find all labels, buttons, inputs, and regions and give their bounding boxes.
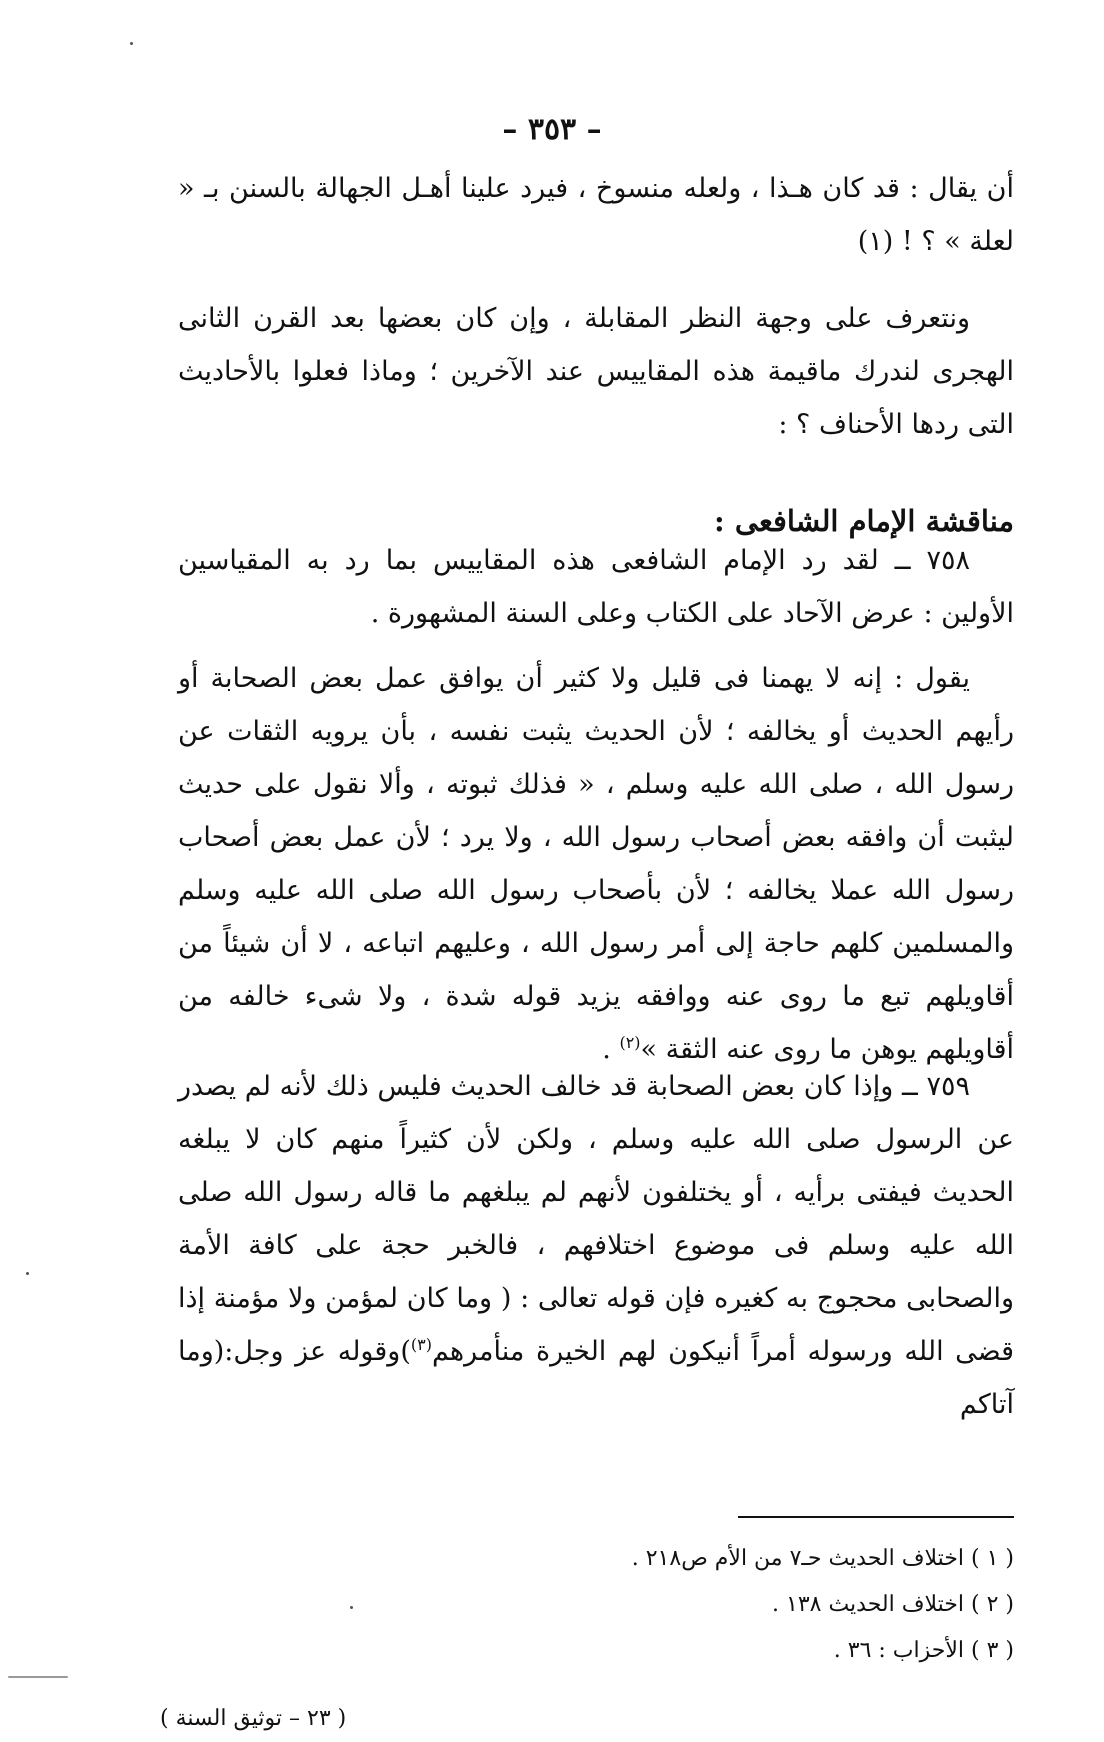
paragraph-758: ٧٥٨ ــ لقد رد الإمام الشافعى هذه المقاييس بما رد به المقياسين الأولين : عرض الآحاد على الكتاب وعلى السنة المشهورة . [178,545,1014,629]
paragraph-759-tail: )وقوله عز وجل:(وما آتاكم [178,1336,1014,1420]
scan-speck [130,42,133,45]
quote-text: يقول : إنه لا يهمنا فى قليل ولا كثير أن يوافق عمل بعض الصحابة أو رأيهم الحديث أو يخالفه ؛ لأن الحديث يثبت نفسه ، بأن يرويه الثقات عن رسول الله ، صلى الله عليه وسلم ، « فذلك ثبوته ، وألا نقول على حديث ليثبت أن وافقه بعض أصحاب رسول الله ، ولا يرد ؛ لأن عمل بعض أصحاب رسول الله عملا يخالفه ؛ لأن بأصحاب رسول الله صلى الله عليه وسلم والمسلمين كلهم حاجة إلى أمر رسول الله ، وعليهم اتباعه ، لا أن شيئاً من أقاويلهم تبع ما روى عنه ووافقه يزيد قوله شدة ، ولا شىء خالفه من أقاويلهم يوهن ما روى عنه الثقة » [178,663,1014,1065]
footnote-2: ( ٢ ) اختلاف الحديث ١٣٨ . [772,1592,1014,1617]
paragraph-transition: ونتعرف على وجهة النظر المقابلة ، وإن كان بعضها بعد القرن الثانى الهجرى لندرك ماقيمة هذه المقاييس عند الآخرين ؛ وماذا فعلوا بالأحاديث التى ردها الأحناف ؟ : [178,303,1014,440]
footnotes [254,1536,1014,1674]
footnote-3: ( ٣ ) الأحزاب : ٣٦ . [833,1638,1014,1663]
paragraph-continuation: أن يقال : قد كان هـذا ، ولعله منسوخ ، فيرد علينا أهـل الجهالة بالسنن بـ « لعلة » ؟ ! (١) [178,173,1014,257]
paragraph-shafii-quote [178,652,1014,1076]
page-number: – ٣٥٣ – [502,112,602,147]
footnote-divider [738,1516,1014,1518]
paragraph-759-text: ٧٥٩ ــ وإذا كان بعض الصحابة قد خالف الحديث فليس ذلك لأنه لم يصدر عن الرسول صلى الله عليه وسلم ، ولكن لأن كثيراً منهم كان لا يبلغه الحديث فيفتى برأيه ، أو يختلفون لأنهم لم يبلغهم ما قاله رسول الله صلى الله عليه وسلم فى موضوع اختلافهم ، فالخبر حجة على كافة الأمة والصحابى محجوج به كغيره فإن قوله تعالى : ( وما كان لمؤمن ولا مؤمنة إذا قضى الله ورسوله أمراً أنيكون لهم الخيرة منأمرهم [178,1071,1014,1367]
signature-mark: ( ٢٣ – توثيق السنة ) [160,1706,347,1731]
scan-speck [8,1676,68,1678]
section-heading: مناقشة الإمام الشافعى : [714,504,1014,538]
quote-end: . [602,1034,620,1065]
footnote-ref-3: (٣) [410,1335,432,1354]
paragraph-759 [178,1060,1014,1431]
scan-speck [350,1606,353,1609]
footnote-1: ( ١ ) اختلاف الحديث حـ٧ من الأم ص٢١٨ . [631,1546,1014,1571]
scan-speck [26,1272,29,1275]
footnote-ref-2: (٢) [619,1033,641,1052]
